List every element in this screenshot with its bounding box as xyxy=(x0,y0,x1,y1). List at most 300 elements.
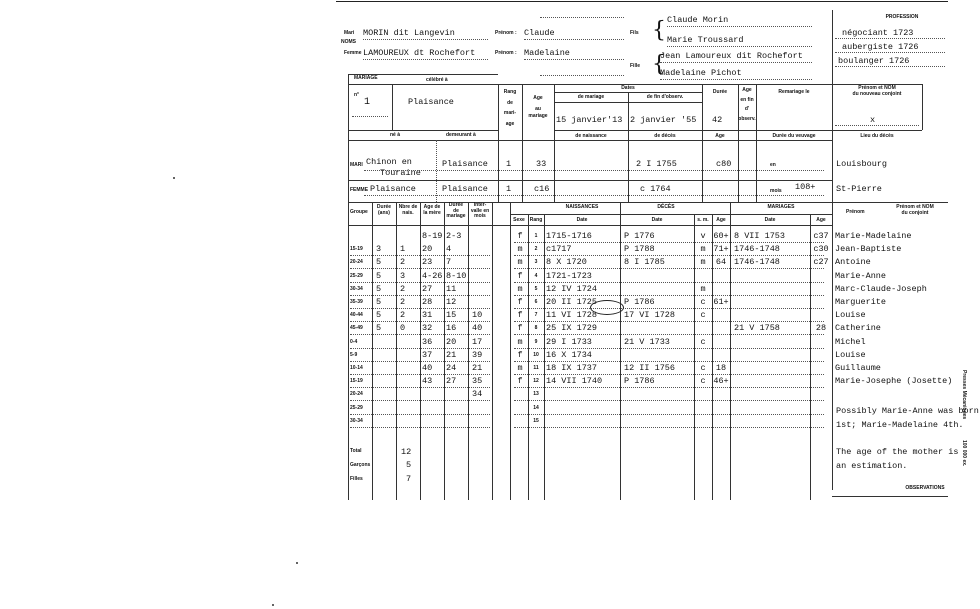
group-label: 20-24 xyxy=(350,259,363,266)
col xyxy=(396,202,397,500)
row-rule xyxy=(514,374,824,375)
child-age: 60+ xyxy=(713,231,729,241)
age-au-mariage-label: Age au mariage xyxy=(528,95,548,119)
child-age: 46+ xyxy=(713,376,729,387)
child-death: 17 VI 1728 xyxy=(624,310,676,321)
profession-label: PROFESSION xyxy=(885,14,919,20)
interval: 35 xyxy=(472,376,483,387)
femme-row-label: FEMME xyxy=(350,187,369,193)
rule xyxy=(832,496,948,497)
rule xyxy=(348,202,948,203)
mar_dur: 7 xyxy=(446,257,452,268)
row-rule xyxy=(514,334,824,335)
speck xyxy=(272,604,274,606)
rule xyxy=(835,38,945,39)
child-sm: c xyxy=(700,376,706,387)
child-sexe: f xyxy=(517,231,523,241)
mariage-age-label: Age xyxy=(816,217,826,223)
col xyxy=(730,202,731,500)
brace: { xyxy=(652,18,666,43)
rule xyxy=(835,125,919,126)
rule xyxy=(524,39,624,40)
mar_dur: 16 xyxy=(446,323,457,334)
nouveau-conjoint-label: Prénom et NOM du nouveau conjoint xyxy=(852,85,902,97)
child-sexe: m xyxy=(517,363,523,373)
child-birth: 20 II 1725 xyxy=(546,297,598,307)
interval: 34 xyxy=(472,389,483,400)
interval: 21 xyxy=(472,363,483,373)
mother_ages: 27 xyxy=(422,283,433,294)
en-label: en xyxy=(770,162,776,168)
durees: 5 xyxy=(376,323,382,334)
wife-mother: Madelaine Pichot xyxy=(660,68,742,78)
duree-mariage-label: Durée de mariage xyxy=(446,202,466,219)
divider xyxy=(628,92,629,202)
marriage-place: Plaisance xyxy=(408,97,454,107)
observations-label: OBSERVATIONS xyxy=(905,485,945,491)
child-mage: 28 xyxy=(815,323,827,334)
row-rule xyxy=(514,308,824,309)
row-rule xyxy=(350,295,490,296)
interval: 10 xyxy=(472,310,483,321)
child-prenom: Michel xyxy=(835,336,866,347)
rule xyxy=(660,79,812,80)
family-reconstitution-sheet xyxy=(330,0,980,500)
row-rule xyxy=(350,427,490,428)
nbre: 3 xyxy=(400,270,406,281)
rule xyxy=(660,62,812,63)
child-mage: c37 xyxy=(813,231,829,241)
child-age: 71+ xyxy=(713,244,729,255)
col xyxy=(372,202,373,500)
rule xyxy=(667,26,812,27)
child-prenom: Marie-Josephe (Josette) xyxy=(835,376,953,387)
group-label: 40-44 xyxy=(350,312,363,319)
mother_ages: 8-19 xyxy=(422,231,443,241)
conjoint-col-label: Prénom et NOM du conjoint xyxy=(896,204,934,216)
rule xyxy=(756,130,832,131)
circled-year-mark xyxy=(590,300,624,315)
husband-father: Claude Morin xyxy=(667,15,729,25)
child-death: P 1786 xyxy=(624,297,655,307)
durees: 5 xyxy=(376,297,382,307)
demeurant-label: demeurant à xyxy=(446,132,476,138)
husband-name: MORIN dit Langevin xyxy=(363,28,455,38)
child-sexe: f xyxy=(517,310,523,321)
mother_ages: 28 xyxy=(422,297,433,307)
nbre: 1 xyxy=(400,244,406,255)
age-mere-label: Age de la mère xyxy=(423,204,441,216)
mother_ages: 37 xyxy=(422,349,433,360)
child-mage: c27 xyxy=(813,257,829,268)
duree-ans-label: Durée (ans) xyxy=(376,204,392,216)
prenom-col-label: Prénom xyxy=(846,209,865,215)
durees: 5 xyxy=(376,270,382,281)
child-death: P 1788 xyxy=(624,244,655,255)
row-rule xyxy=(514,282,824,283)
row-rule xyxy=(514,242,824,243)
rule xyxy=(835,66,945,67)
child-rang: 15 xyxy=(533,417,539,424)
groupe-label: Groupe xyxy=(350,209,368,215)
mar_dur: 12 xyxy=(446,297,457,307)
mariage-date-label: Date xyxy=(764,217,776,223)
nbre: 0 xyxy=(400,323,406,334)
child-sexe: m xyxy=(517,244,523,255)
child-birth: 18 IX 1737 xyxy=(546,363,598,373)
rule xyxy=(348,84,832,85)
group-label: 15-19 xyxy=(350,246,363,253)
divider xyxy=(756,84,757,202)
mar_dur: 8-10 xyxy=(446,270,467,281)
sm-label: s. m. xyxy=(697,217,709,223)
child-prenom: Marie-Madelaine xyxy=(835,231,912,241)
nbre: 2 xyxy=(400,257,406,268)
group-label: 0-4 xyxy=(350,338,358,345)
child-mar: 1746-1748 xyxy=(734,257,780,268)
mother_ages: 32 xyxy=(422,323,433,334)
group-label: 25-29 xyxy=(350,404,363,411)
husband-mother: Marie Troussard xyxy=(667,35,744,45)
brace: { xyxy=(652,52,666,77)
child-birth: 1715-1716 xyxy=(546,231,592,241)
mois-label: mois xyxy=(770,188,782,194)
group-label: 25-29 xyxy=(350,272,363,279)
child-rang: 5 xyxy=(534,285,538,292)
row-rule xyxy=(514,361,824,362)
col xyxy=(544,214,545,500)
durees: 3 xyxy=(376,244,382,255)
filles-label: Filles xyxy=(350,476,363,482)
garcons-value: 5 xyxy=(406,460,412,470)
lieu-deces-label: Lieu du décès xyxy=(860,133,894,139)
durees: 5 xyxy=(376,283,382,294)
mother_ages: 20 xyxy=(422,244,433,255)
celebre-label: célébré à xyxy=(426,77,448,83)
total-label: Total xyxy=(350,448,362,454)
child-prenom: Antoine xyxy=(835,257,871,268)
rang-label: Rang xyxy=(529,217,543,223)
row-rule xyxy=(514,427,824,428)
child-sexe: f xyxy=(517,270,523,281)
wife-death: c 1764 xyxy=(640,184,671,194)
group-label: 30-34 xyxy=(350,285,363,292)
de-deces-label: de décès xyxy=(654,133,676,139)
group-label: 10-14 xyxy=(350,365,363,371)
row-rule xyxy=(514,255,824,256)
durees: 5 xyxy=(376,310,382,321)
rule xyxy=(524,59,624,60)
child-sexe: m xyxy=(517,336,523,347)
marriage-duration: 42 xyxy=(712,115,723,125)
child-age: 18 xyxy=(715,363,727,373)
child-rang: 6 xyxy=(534,299,538,305)
child-prenom: Marguerite xyxy=(835,297,887,307)
child-sexe: f xyxy=(517,323,523,334)
child-birth: 1721-1723 xyxy=(546,270,592,281)
row-rule xyxy=(514,387,824,388)
wife-age: c16 xyxy=(534,184,550,194)
nbre: 2 xyxy=(400,283,406,294)
wife-name: LAMOUREUX dt Rochefort xyxy=(363,48,476,58)
row-rule xyxy=(350,268,490,269)
child-rang: 3 xyxy=(534,259,538,266)
rule xyxy=(832,130,922,131)
row-rule xyxy=(514,321,824,322)
child-death: 8 I 1785 xyxy=(624,257,665,268)
child-death: 12 II 1756 xyxy=(624,363,676,373)
col xyxy=(620,202,621,500)
row-rule xyxy=(350,321,490,322)
row-rule xyxy=(350,348,490,349)
child-prenom: Louise xyxy=(835,349,866,360)
rule xyxy=(363,59,488,60)
child-sexe: m xyxy=(517,257,523,268)
no-label: n° xyxy=(354,92,360,98)
group-label: 30-34 xyxy=(350,417,363,424)
noms-label: NOMS xyxy=(341,39,356,45)
rule xyxy=(667,46,812,47)
col xyxy=(492,202,493,500)
speck xyxy=(173,177,175,179)
child-rang: 12 xyxy=(533,378,539,385)
row-rule xyxy=(514,414,824,415)
rule xyxy=(363,39,488,40)
row-rule xyxy=(350,400,490,401)
divider xyxy=(392,84,393,130)
row-rule xyxy=(350,282,490,283)
child-death: 21 V 1733 xyxy=(624,336,670,347)
intervalle-label: Inter- valle en mois xyxy=(470,202,490,219)
duree-label: Durée xyxy=(712,89,728,95)
nbre-nais-label: Nbre de nais. xyxy=(398,204,418,216)
child-mar: 1746-1748 xyxy=(734,244,780,255)
divider xyxy=(922,84,923,130)
rule xyxy=(832,84,922,85)
dates-label: Dates xyxy=(621,85,635,91)
left-border xyxy=(348,74,349,500)
child-sexe: f xyxy=(517,349,523,360)
child-rang: 10 xyxy=(533,351,539,358)
col xyxy=(510,202,511,500)
end-obs-date: 2 janvier '55 xyxy=(630,115,697,125)
deces-label: DÉCÈS xyxy=(657,204,675,210)
child-death: P 1776 xyxy=(624,231,655,241)
new-spouse: x xyxy=(870,115,876,125)
total-value: 12 xyxy=(401,447,412,457)
mar_dur: 27 xyxy=(446,376,457,387)
child-sm: m xyxy=(700,283,706,294)
child-sm: c xyxy=(700,336,706,347)
child-prenom: Marie-Anne xyxy=(835,270,887,281)
mari-row-label: MARI xyxy=(350,162,363,168)
rule xyxy=(348,130,498,131)
wife-death-place: St-Pierre xyxy=(836,184,882,194)
note-line-4: an estimation. xyxy=(836,461,908,471)
veuvage-duration: 108+ xyxy=(795,182,816,192)
mar_dur: 2-3 xyxy=(446,231,462,241)
interval: 17 xyxy=(472,336,483,347)
note-line-1: Possibly Marie-Anne was born xyxy=(836,406,979,416)
mar_dur: 24 xyxy=(446,363,457,373)
child-birth: 14 VII 1740 xyxy=(546,376,603,387)
naissances-label: NAISSANCES xyxy=(565,204,599,210)
row-rule xyxy=(514,268,824,269)
mother_ages: 4-26 xyxy=(422,270,443,281)
mar_dur: 20 xyxy=(446,336,457,347)
profession-1: négociant 1723 xyxy=(842,28,914,38)
profession-2: aubergiste 1726 xyxy=(842,42,919,52)
age-fin-obs-label: Age en fin d' observ. xyxy=(738,87,756,122)
mother_ages: 23 xyxy=(422,257,433,268)
marriage-date: 15 janvier'13 xyxy=(556,115,623,125)
child-sm: c xyxy=(700,310,706,321)
husband-lives-at: Plaisance xyxy=(442,159,488,169)
row-rule xyxy=(514,295,824,296)
husband-death-place: Louisbourg xyxy=(836,159,888,169)
top-border xyxy=(336,1,948,2)
fille-label: Fille xyxy=(630,63,641,69)
child-rang: 1 xyxy=(534,233,538,239)
note-line-3: The age of the mother is xyxy=(836,447,959,457)
child-birth: 8 X 1720 xyxy=(546,257,587,268)
garcons-label: Garçons xyxy=(350,462,371,468)
row-rule xyxy=(350,334,490,335)
duree-veuvage-label: Durée du veuvage xyxy=(772,133,816,139)
child-rang: 8 xyxy=(534,325,538,332)
child-birth: 11 VI 1728 xyxy=(546,310,598,321)
child-prenom: Marc-Claude-Joseph xyxy=(835,283,927,294)
child-birth: c1717 xyxy=(546,244,572,255)
mariage-label: MARIAGE xyxy=(354,75,378,81)
husband-age: 33 xyxy=(536,159,547,169)
mar_dur: 4 xyxy=(446,244,452,255)
child-sm: c xyxy=(700,297,706,307)
divider xyxy=(436,140,437,202)
husband-rang: 1 xyxy=(506,159,512,169)
husband-prenom: Claude xyxy=(524,28,555,38)
rule xyxy=(348,180,832,181)
mar_dur: 21 xyxy=(446,349,457,360)
child-birth: 16 X 1734 xyxy=(546,349,592,360)
child-sexe: m xyxy=(517,283,523,294)
group-label: 45-49 xyxy=(350,325,363,332)
wife-rang: 1 xyxy=(506,184,512,194)
child-age: 61+ xyxy=(713,297,729,307)
child-prenom: Guillaume xyxy=(835,363,881,373)
deces-date-label: Date xyxy=(651,217,663,223)
child-prenom: Jean-Baptiste xyxy=(835,244,902,255)
child-rang: 2 xyxy=(534,246,538,253)
rule xyxy=(348,140,832,141)
speck xyxy=(296,562,298,564)
child-mar: 8 VII 1753 xyxy=(734,231,786,241)
mother_ages: 43 xyxy=(422,376,433,387)
row-rule xyxy=(350,374,490,375)
col xyxy=(468,202,469,500)
nbre: 2 xyxy=(400,310,406,321)
col xyxy=(420,202,421,500)
child-rang: 14 xyxy=(533,404,539,411)
mother_ages: 36 xyxy=(422,336,433,347)
row-rule xyxy=(350,308,490,309)
divider xyxy=(702,84,703,202)
marriage-number: 1 xyxy=(364,97,371,108)
de-naissance-label: de naissance xyxy=(575,133,607,139)
row-rule xyxy=(514,348,824,349)
de-fin-label: de fin d'observ. xyxy=(646,94,684,100)
col xyxy=(444,202,445,500)
mother_ages: 31 xyxy=(422,310,433,321)
ne-a-label: né à xyxy=(390,132,401,138)
rule xyxy=(352,116,388,117)
filles-value: 7 xyxy=(406,474,412,484)
age-label: Age xyxy=(715,133,725,139)
row-rule xyxy=(350,255,490,256)
wife-father: Jean Lamoureux dit Rochefort xyxy=(660,51,803,61)
sexe-label: Sexe xyxy=(513,217,525,223)
child-sm: v xyxy=(700,231,706,241)
femme-label: Femme xyxy=(344,50,362,56)
side-edition: 100 000 ex. xyxy=(961,440,967,467)
row-rule xyxy=(514,400,824,401)
mar_dur: 11 xyxy=(446,283,457,294)
child-sexe: f xyxy=(517,376,523,387)
interval: 40 xyxy=(472,323,483,334)
rule xyxy=(364,195,824,196)
group-label: 35-39 xyxy=(350,299,363,305)
mar_dur: 15 xyxy=(446,310,457,321)
durees: 5 xyxy=(376,257,382,268)
divider xyxy=(832,10,833,490)
interval: 39 xyxy=(472,349,483,360)
child-rang: 4 xyxy=(534,272,538,279)
husband-born-at-2: Touraine xyxy=(380,168,421,178)
child-rang: 7 xyxy=(534,312,538,319)
child-rang: 9 xyxy=(534,338,538,345)
group-label: 15-19 xyxy=(350,378,363,385)
deces-age-label: Age xyxy=(716,217,726,223)
child-mage: c30 xyxy=(813,244,829,255)
child-sm: c xyxy=(700,363,706,373)
wife-lives-at: Plaisance xyxy=(442,184,488,194)
row-rule xyxy=(350,414,490,415)
wife-prenom: Madelaine xyxy=(524,48,570,58)
child-birth: 29 I 1733 xyxy=(546,336,592,347)
child-sm: m xyxy=(700,244,706,255)
child-rang: 11 xyxy=(533,365,539,371)
fils-label: Fils xyxy=(630,30,639,36)
child-sm: m xyxy=(700,257,706,268)
rule xyxy=(554,130,774,131)
husband-born-at: Chinon en xyxy=(366,157,412,167)
child-death: P 1786 xyxy=(624,376,655,387)
child-birth: 12 IV 1724 xyxy=(546,283,598,294)
husband-death: 2 I 1755 xyxy=(636,159,677,169)
husband-death-age: c80 xyxy=(716,159,732,169)
remariage-label: Remariage le xyxy=(778,89,810,95)
child-prenom: Catherine xyxy=(835,323,881,334)
group-label: 20-24 xyxy=(350,391,363,398)
row-rule xyxy=(350,387,490,388)
mari-label: Mari xyxy=(344,30,355,36)
wife-prenom-label: Prénom : xyxy=(495,50,517,56)
de-mariage-label: de mariage xyxy=(577,94,605,100)
rule xyxy=(540,75,624,76)
nbre: 2 xyxy=(400,297,406,307)
side-print: Presses Mécaniques xyxy=(961,370,967,420)
rang-de-mariage-label: Rang de mari- age xyxy=(503,89,517,127)
